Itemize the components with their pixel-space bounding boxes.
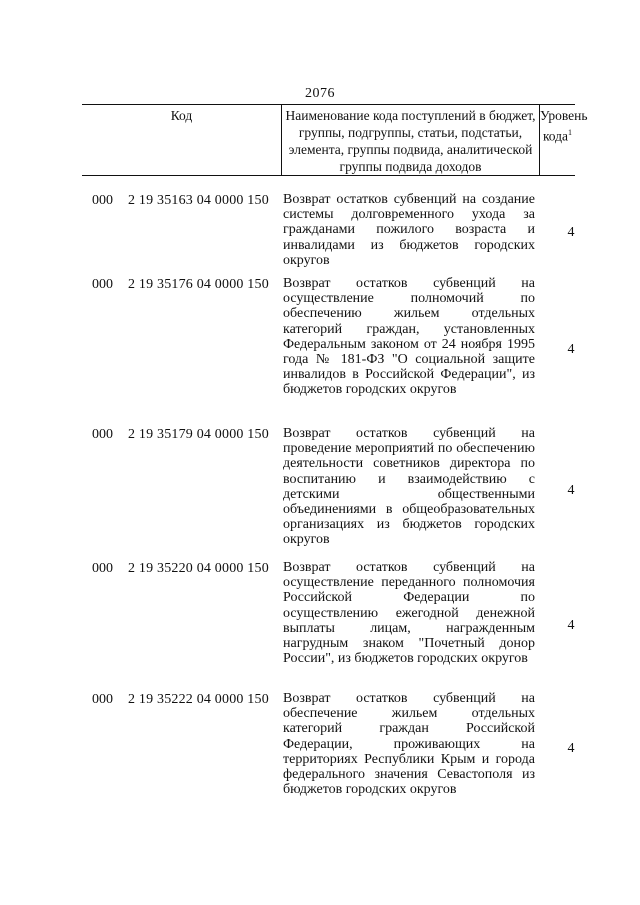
page-number: 2076 xyxy=(305,86,335,101)
code-level: 4 xyxy=(567,225,575,240)
table-row xyxy=(92,426,582,560)
header-level-cell xyxy=(540,105,588,175)
admin-code: 000 xyxy=(92,692,113,707)
income-name: Возврат остатков субвенций на осуществление полномочий по обеспечению жильем отдельных категорий граждан, установленных Федеральным законом от 24 ноября 1995 года № 181-ФЗ "О социальной защите инвалидов в Российской Федерации", из бюджетов городских округов xyxy=(283,276,535,398)
income-code: 2 19 35176 04 0000 150 xyxy=(128,277,269,292)
header-level-label: Уровень кода xyxy=(540,108,588,144)
header-name-label: Наименование кода поступлений в бюджет, группы, подгруппы, статьи, подстатьи, элемента, группы подвида, аналитической группы подвида доходов xyxy=(282,105,540,175)
income-code: 2 19 35220 04 0000 150 xyxy=(128,561,269,576)
admin-code: 000 xyxy=(92,277,113,292)
income-code: 2 19 35163 04 0000 150 xyxy=(128,193,269,208)
income-name: Возврат остатков субвенций на осуществление переданного полномочия Российской Федерации по осуществлению ежегодной денежной выплаты лицам, награжденным нагрудным знаком "Почетный донор России", из бюджетов городских округов xyxy=(283,560,535,667)
income-name: Возврат остатков субвенций на обеспечение жильем отдельных категорий граждан Российской Федерации, проживающих на территориях Республики Крым и города федерального значения Севастополя из бюджетов городских округов xyxy=(283,691,535,798)
income-name: Возврат остатков субвенций на проведение мероприятий по обеспечению деятельности советников директора по воспитанию и взаимодействию с детскими общественными объединениями в общеобразовательных организациях из бюджетов городских округов xyxy=(283,426,535,548)
income-code: 2 19 35179 04 0000 150 xyxy=(128,427,269,442)
admin-code: 000 xyxy=(92,427,113,442)
table-row xyxy=(92,192,582,276)
code-level: 4 xyxy=(567,342,575,357)
admin-code: 000 xyxy=(92,193,113,208)
header-code-label: Код xyxy=(170,108,193,123)
table-row xyxy=(92,691,582,821)
code-level: 4 xyxy=(567,483,575,498)
code-level: 4 xyxy=(567,741,575,756)
admin-code: 000 xyxy=(92,561,113,576)
table-row xyxy=(92,276,582,426)
header-level-footnote: 1 xyxy=(568,128,573,137)
header-code-cell xyxy=(82,105,282,175)
table-row xyxy=(92,560,582,690)
table-header xyxy=(82,104,588,176)
income-name: Возврат остатков субвенций на создание системы долговременного ухода за гражданами пожилого возраста и инвалидами из бюджетов городских округов xyxy=(283,192,535,268)
income-code: 2 19 35222 04 0000 150 xyxy=(128,692,269,707)
code-level: 4 xyxy=(567,618,575,633)
